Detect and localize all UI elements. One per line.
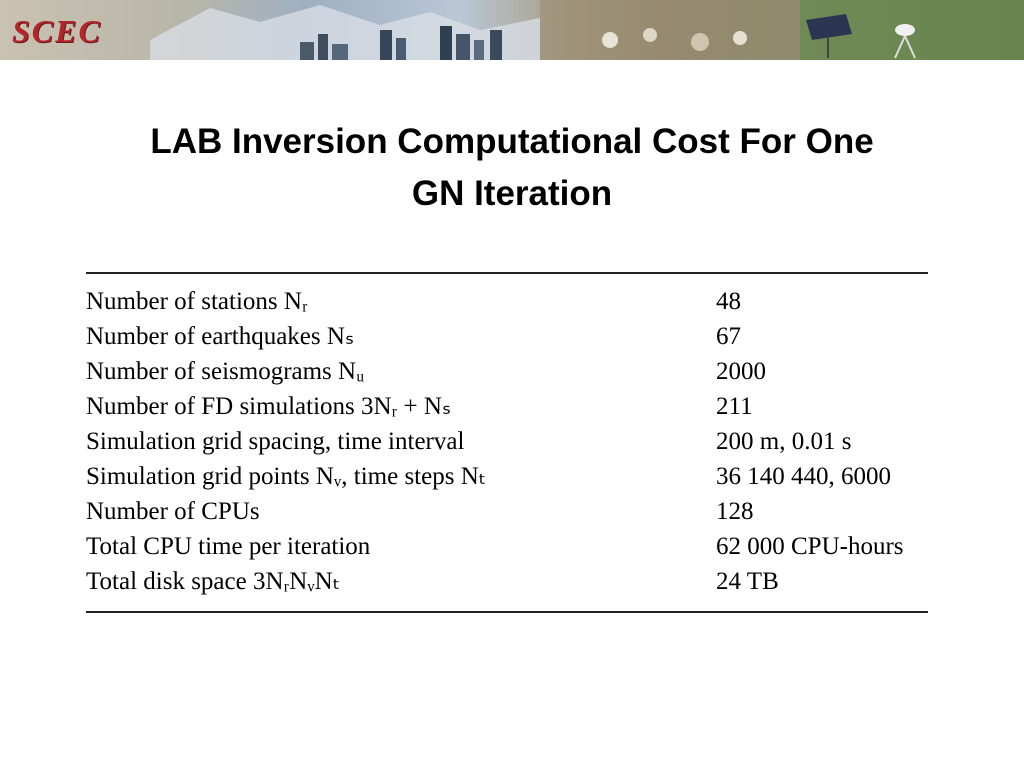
title-line-1: LAB Inversion Computational Cost For One xyxy=(150,122,874,161)
table-row xyxy=(86,564,928,599)
row-value: 200 m, 0.01 s xyxy=(716,428,852,455)
table-row xyxy=(86,529,928,564)
row-label: Total disk space 3NᵣNᵥNₜ xyxy=(86,568,341,595)
scec-logo: SCEC xyxy=(12,12,102,49)
row-label: Total CPU time per iteration xyxy=(86,533,371,560)
table-row xyxy=(86,494,928,529)
row-label: Number of CPUs xyxy=(86,498,260,525)
row-label: Number of earthquakes Nₛ xyxy=(86,323,355,350)
table-row xyxy=(86,424,928,459)
row-label: Number of stations Nᵣ xyxy=(86,288,308,315)
row-value: 128 xyxy=(716,498,754,525)
row-label: Number of seismograms Nᵤ xyxy=(86,358,365,385)
row-value: 2000 xyxy=(716,358,766,385)
slide-title xyxy=(60,116,964,220)
row-label: Simulation grid points Nᵥ, time steps Nₜ xyxy=(86,463,487,490)
table-row xyxy=(86,354,928,389)
row-label: Number of FD simulations 3Nᵣ + Nₛ xyxy=(86,393,452,420)
table-row xyxy=(86,389,928,424)
row-value: 36 140 440, 6000 xyxy=(716,463,891,490)
title-line-2: GN Iteration xyxy=(411,174,613,213)
row-value: 48 xyxy=(716,288,741,315)
table-row xyxy=(86,459,928,494)
row-value: 67 xyxy=(716,323,741,350)
cost-table xyxy=(86,272,928,613)
table-row xyxy=(86,319,928,354)
row-value: 24 TB xyxy=(716,568,779,595)
row-value: 211 xyxy=(716,393,753,420)
header-banner xyxy=(0,0,1024,60)
table-row xyxy=(86,284,928,319)
row-value: 62 000 CPU-hours xyxy=(716,533,904,560)
row-label: Simulation grid spacing, time interval xyxy=(86,428,465,455)
